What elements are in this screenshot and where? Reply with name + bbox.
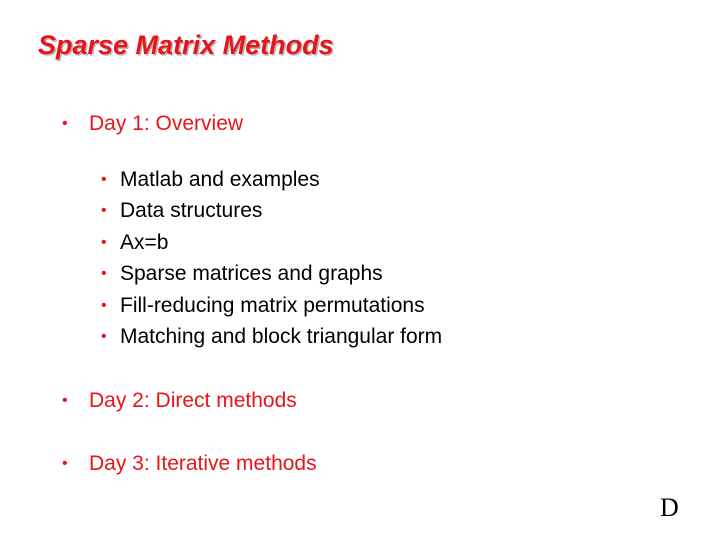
sub-bullet-label: Matlab and examples — [120, 168, 320, 191]
slide-title: Sparse Matrix Methods — [38, 30, 334, 60]
bullet-dot: • — [101, 328, 107, 345]
sub-bullet-item — [101, 199, 262, 223]
sub-bullet-label: Data structures — [120, 199, 263, 222]
sub-bullet-item — [101, 294, 425, 318]
bullet-dot: • — [101, 234, 107, 251]
bullet-dot: • — [101, 171, 107, 188]
sub-bullet-item — [101, 262, 383, 286]
sub-bullet-label: Fill-reducing matrix permutations — [120, 294, 425, 317]
sub-bullet-label: Sparse matrices and graphs — [120, 262, 383, 285]
bullet-day-2-label: Day 2: Direct methods — [89, 389, 297, 412]
bullet-day-1-label: Day 1: Overview — [89, 112, 244, 135]
bullet-day-3-label: Day 3: Iterative methods — [89, 452, 317, 475]
sub-bullet-item — [101, 168, 320, 192]
bullet-dot: • — [62, 455, 68, 472]
sub-bullet-label: Matching and block triangular form — [120, 325, 443, 348]
bullet-dot: • — [62, 115, 68, 132]
sub-bullet-item — [101, 231, 168, 255]
bullet-day-2 — [62, 389, 297, 413]
corner-mark: D — [660, 493, 679, 522]
sub-bullet-label: Ax=b — [120, 231, 169, 254]
bullet-dot: • — [101, 265, 107, 282]
bullet-dot: • — [101, 202, 107, 219]
bullet-dot: • — [62, 392, 68, 409]
bullet-day-1 — [62, 112, 243, 136]
sub-bullet-item — [101, 325, 442, 349]
bullet-day-3 — [62, 452, 317, 476]
bullet-dot: • — [101, 297, 107, 314]
